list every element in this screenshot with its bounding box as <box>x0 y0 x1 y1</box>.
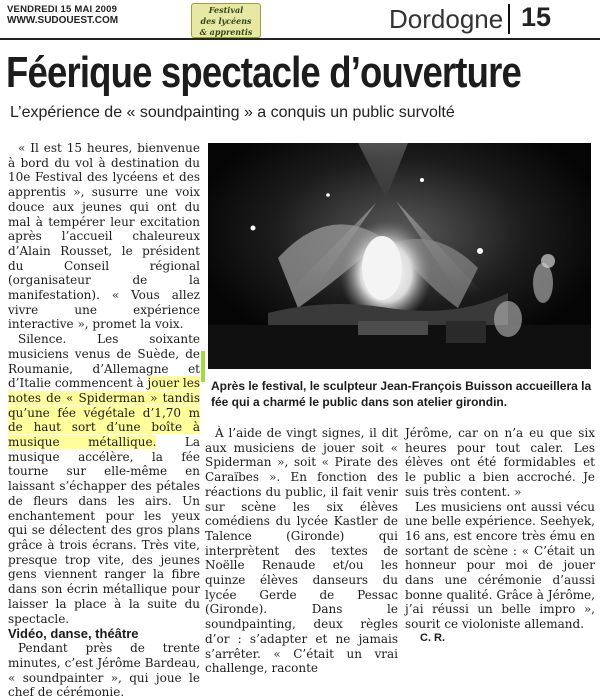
author-signature: C. R. <box>420 631 446 644</box>
stage-illustration <box>208 143 591 369</box>
website-link[interactable]: WWW.SUDOUEST.COM <box>7 15 119 26</box>
crosshead: Vidéo, danse, théâtre <box>8 626 139 642</box>
article-column-3 <box>405 426 595 644</box>
highlight-marker <box>201 351 205 382</box>
header-rule <box>0 38 600 40</box>
highlighted-text: jouer les notes de « Spiderman » tandis qu’une fée végétale d’1,70 m de haut sort d’une boîte à musique métallique. <box>8 376 200 450</box>
article-column-1 <box>8 141 200 700</box>
logo-line-1: Festival <box>208 5 244 15</box>
page-number: 15 <box>521 2 552 32</box>
section-name: Dordogne <box>389 4 504 34</box>
logo-line-3: & apprentis <box>199 27 253 37</box>
page-header <box>0 0 600 40</box>
article-column-2 <box>205 426 398 676</box>
text-run: La musique accélère, la fée tourne sur elle-même en laissant s’échapper des pétales de fleurs dans les airs. Un enchantement pour les yeux qui se délectent des gros plans grâce à trois écrans. Très vite, presque trop vite, des jeunes gens viennent ranger la fibre dans son écrin métallique pour laisser la place à la suite du spectacle. <box>8 435 200 626</box>
festival-logo <box>191 3 261 38</box>
paragraph: « Il est 15 heures, bienvenue à bord du vol à destination du 10e Festival des lycéens et des apprentis », susurre une voix douce aux jeunes qui ont du mal à tempérer leur excitation après l’accueil chaleureux d’Alain Rousset, le président du Conseil régional (organisateur de la manifestation). « Vous allez vivre une expérience interactive », promet la voix. <box>8 141 200 332</box>
paragraph: À l’aide de vingt signes, il dit aux musiciens de jouer soit « Spiderman », soit « Pirate des Caraïbes ». En fonction des réactions du public, il fait venir sur scène les six élèves comédiens du lycée Kastler de Talence (Gironde) qui interprètent des textes de Noëlle Renaude et/ou les quinze élèves danseurs du lycée Gerde de Pessac (Gironde). Dans le soundpainting, deux règles d’or : s’adapter et ne jamais s’arrêter. « C’était un vrai challenge, raconte <box>205 426 398 676</box>
photo-caption: Après le festival, le sculpteur Jean-François Buisson accueillera la fée qui a charmé le public dans son atelier girondin. <box>211 379 592 409</box>
paragraph: Pendant près de trente minutes, c’est Jérôme Bardeau, « soundpainter », qui joue le chef de cérémonie. <box>8 641 200 700</box>
issue-date: VENDREDI 15 MAI 2009 <box>7 4 118 15</box>
paragraph <box>8 332 200 626</box>
text-run: Silence. Les soixante musiciens venus de Suède, de Roumanie, d’Allemagne et d’Italie commencent à <box>8 332 200 391</box>
subtitle: L’expérience de « soundpainting » a conquis un public survolté <box>10 104 455 121</box>
paragraph: Les musiciens ont aussi vécu une belle expérience. Seehyek, 16 ans, est encore très ému en sortant de scène : « C’était un honneur pour moi de jouer dans une cérémonie d’aussi bonne qualité. Grâce à Jérôme, j’ai réussi un belle impro », sourit ce violoniste allemand. <box>405 499 595 632</box>
headline: Féerique spectacle d’ouverture <box>6 48 521 97</box>
concert-photo <box>208 143 591 369</box>
header-divider <box>508 4 510 34</box>
logo-line-2: des lycéens <box>200 16 252 26</box>
paragraph: Jérôme, car on n’a eu que six heures pour tout caler. Les élèves ont été formidables et le public a bien accroché. Je suis très content. » <box>405 426 595 499</box>
